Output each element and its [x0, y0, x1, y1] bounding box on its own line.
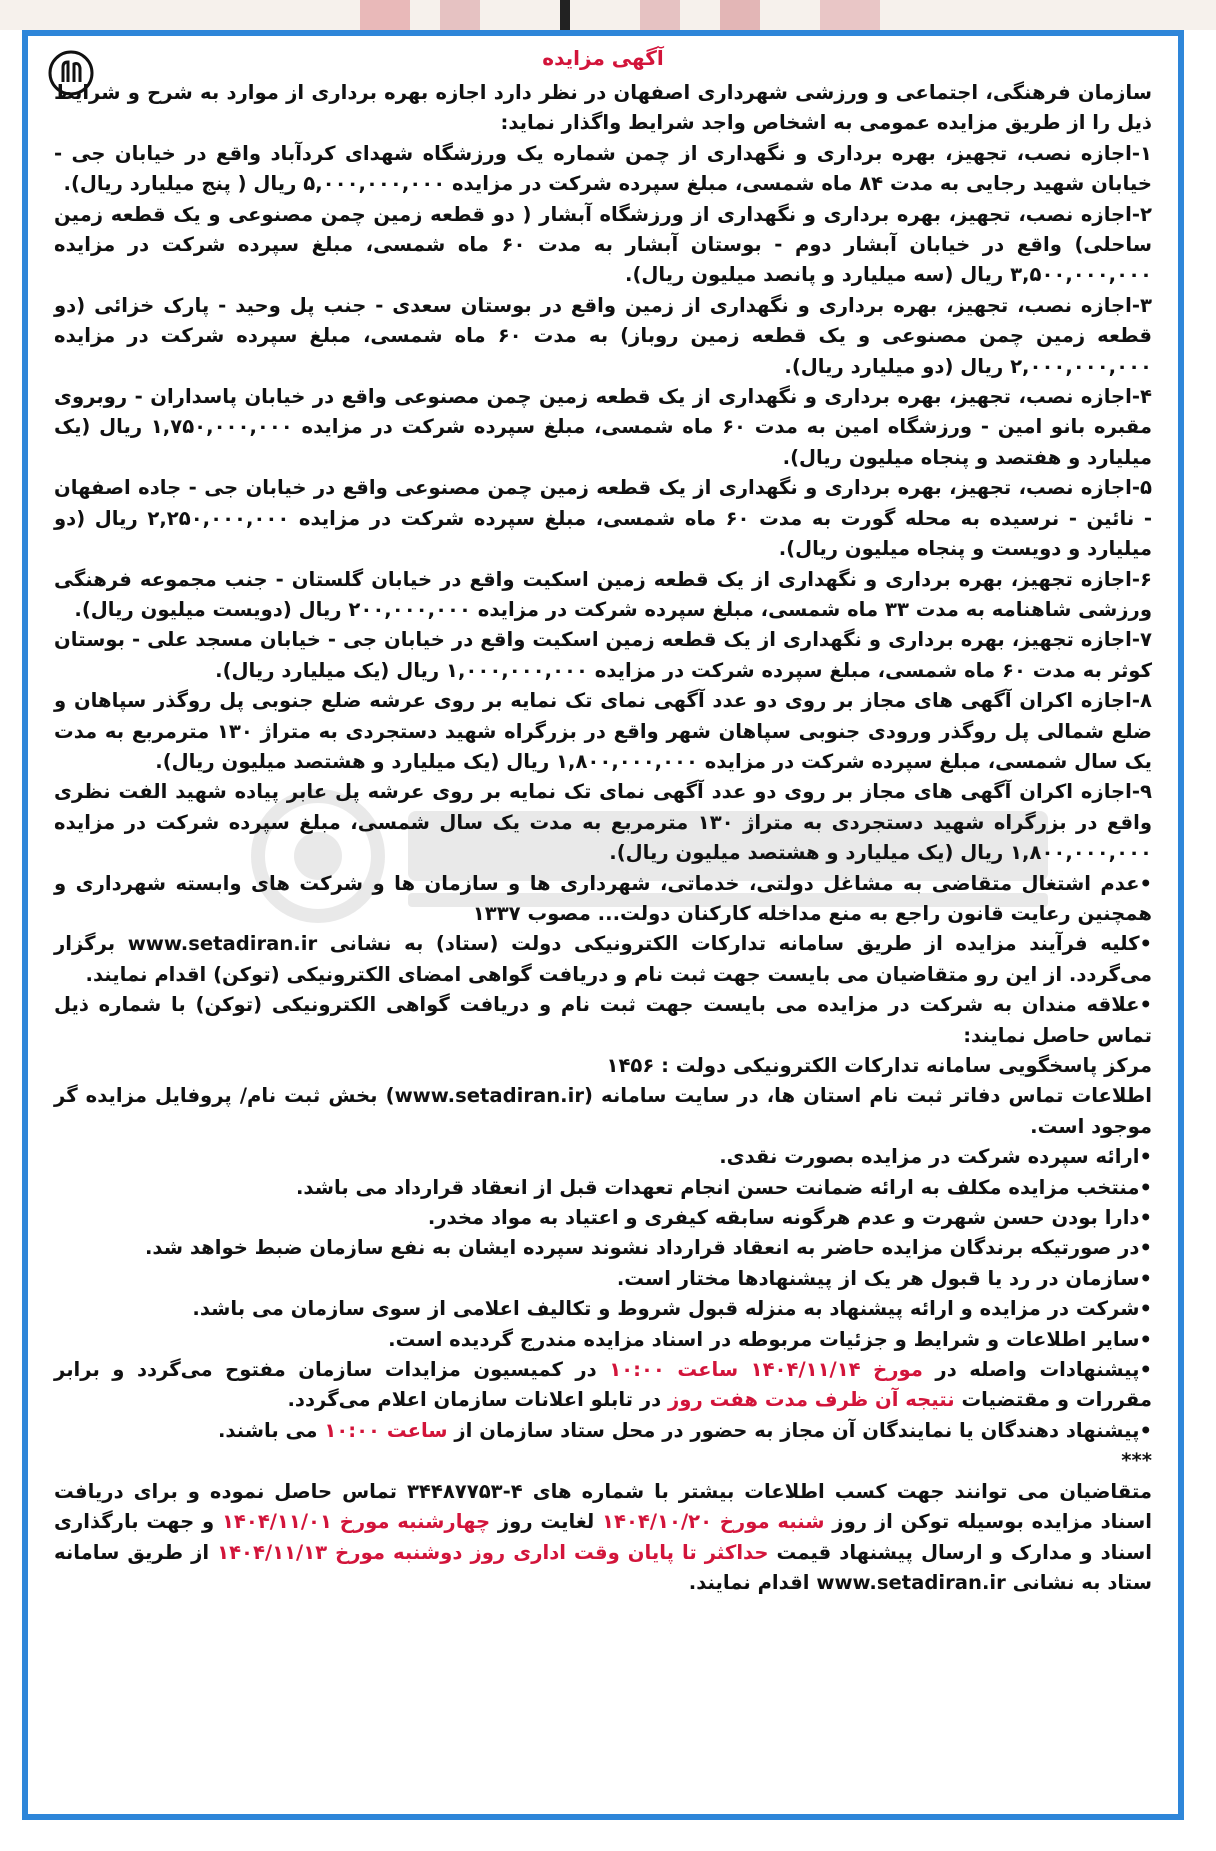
item-8: ۸-اجازه اکران آگهی های مجاز بر روی دو عدد آگهی نمای تک نمایه بر روی عرشه ضلع جنوبی پل روگذر سپاهان و ضلع شمالی پل روگذر ورودی جنوبی سپاهان شهر واقع در بزرگراه شهید دستجردی به متراژ ۱۳۰ مترمربع به مدت یک سال شمسی، مبلغ سپرده شرکت در مزایده ۱,۸۰۰,۰۰۰,۰۰۰ ریال (یک میلیارد و هشتصد میلیون ریال).	[54, 689, 1152, 773]
item-2: ۲-اجازه نصب، تجهیز، بهره برداری و نگهداری از ورزشگاه آبشار ( دو قطعه زمین چمن مصنوعی و یک قطعه زمین ساحلی) واقع در خیابان آبشار دوم - بوستان آبشار به مدت ۶۰ ماه شمسی، مبلغ سپرده شرکت در مزایده ۳,۵۰۰,۰۰۰,۰۰۰ ریال (سه میلیارد و پانصد میلیون ریال).	[54, 202, 1152, 287]
item-1: ۱-اجازه نصب، تجهیز، بهره برداری و نگهداری از چمن شماره یک ورزشگاه شهدای کردآباد واقع در خیابان جی - خیابان شهید رجایی به مدت ۸۴ ماه شمسی، مبلغ سپرده شرکت در مزایده ۵,۰۰۰,۰۰۰,۰۰۰ ریال ( پنج میلیارد ریال).	[54, 141, 1152, 196]
registration-offices-info: اطلاعات تماس دفاتر ثبت نام استان ها، در سایت سامانه (www.setadiran.ir) بخش ثبت نام/ پروفایل مزایده گر موجود است.	[54, 1084, 1152, 1138]
final-text-4: از طریق سامانه ستاد به نشانی	[54, 1540, 1152, 1594]
item-9: ۹-اجازه اکران آگهی های مجاز بر روی دو عدد آگهی نمای تک نمایه بر روی عرشه پل عابر پیاده شهید الفت نظری واقع در بزرگراه شهید دستجردی به متراژ ۱۳۰ مترمربع به مدت یک سال شمسی، مبلغ سپرده شرکت در مزایده ۱,۸۰۰,۰۰۰,۰۰۰ ریال (یک میلیارد و هشتصد میلیون ریال).	[54, 780, 1152, 865]
item-4: ۴-اجازه نصب، تجهیز، بهره برداری و نگهداری از یک قطعه زمین چمن مصنوعی واقع در خیابان پاسداران - روبروی مقبره بانو امین - ورزشگاه امین به مدت ۶۰ ماه شمسی، مبلغ سپرده شرکت در مزایده ۱,۷۵۰,۰۰۰,۰۰۰ ریال (یک میلیارد و هفتصد و پنجاه میلیون ریال).	[54, 385, 1152, 469]
opening-date: مورخ ۱۴۰۴/۱۱/۱۴ ساعت ۱۰:۰۰	[609, 1358, 923, 1382]
item-3: ۳-اجازه نصب، تجهیز، بهره برداری و نگهداری از زمین واقع در بوستان سعدی - جنب پل وحید - پارک خزائی (دو قطعه زمین چمن مصنوعی و یک قطعه زمین روباز) به مدت ۶۰ ماه شمسی، مبلغ سپرده شرکت در مزایده ۲,۰۰۰,۰۰۰,۰۰۰ ریال (دو میلیارد ریال).	[54, 293, 1152, 378]
final-instructions-paragraph	[54, 1477, 1152, 1599]
condition-setad-process: •کلیه فرآیند مزایده از طریق سامانه تدارکات الکترونیکی دولت (ستاد) به نشانی www.setadiran.ir برگزار می‌گردد. از این رو متقاضیان می بایست جهت ثبت نام و دریافت گواهی امضای الکترونیکی (توکن) اقدام نمایند.	[54, 932, 1152, 986]
item-6: ۶-اجازه تجهیز، بهره برداری و نگهداری از یک قطعه زمین اسکیت واقع در خیابان گلستان - جنب مجموعه فرهنگی ورزشی شاهنامه به مدت ۳۳ ماه شمسی، مبلغ سپرده شرکت در مزایده ۲۰۰,۰۰۰,۰۰۰ ریال (دویست میلیون ریال).	[54, 567, 1152, 621]
condition-no-government-job: •عدم اشتغال متقاضی به مشاغل دولتی، خدماتی، شهرداری ها و سازمان ها و شرکت های وابسته شهرداری و همچنین رعایت قانون راجع به منع مداخله کارکنان دولت... مصوب ۱۳۳۷	[54, 871, 1152, 925]
condition-acceptance: •شرکت در مزایده و ارائه پیشنهاد به منزله قبول شروط و تکالیف اعلامی از سوی سازمان می باشد.	[192, 1297, 1152, 1321]
condition-cash-deposit: •ارائه سپرده شرکت در مزایده بصورت نقدی.	[719, 1145, 1152, 1169]
support-center-number: مرکز پاسخگویی سامانه تدارکات الکترونیکی دولت : ۱۴۵۶	[606, 1054, 1152, 1077]
final-text-2: لغایت روز	[490, 1510, 603, 1534]
condition-token-registration: •علاقه مندان به شرکت در مزایده می بایست جهت ثبت نام و دریافت گواهی الکترونیکی (توکن) با شماره ذیل تماس حاصل نمایند:	[54, 993, 1152, 1047]
item-7: ۷-اجازه تجهیز، بهره برداری و نگهداری از یک قطعه زمین اسکیت واقع در خیابان جی - خیابان مسجد علی - بوستان کوثر به مدت ۶۰ ماه شمسی، مبلغ سپرده شرکت در مزایده ۱,۰۰۰,۰۰۰,۰۰۰ ریال (یک میلیارد ریال).	[54, 628, 1152, 682]
condition-performance-guarantee: •منتخب مزایده مکلف به ارائه ضمانت حسن انجام تعهدات قبل از انعقاد قرارداد می باشد.	[295, 1175, 1152, 1199]
setad-website-link[interactable]: www.setadiran.ir	[816, 1570, 1006, 1594]
final-text-1: متقاضیان می توانند جهت کسب اطلاعات بیشتر با شماره های ۴-۳۴۴۸۷۷۵۳ تماس حاصل نموده و برای دریافت اسناد مزایده بوسیله توکن از روز	[54, 1479, 1153, 1534]
intro-paragraph: سازمان فرهنگی، اجتماعی و ورزشی شهرداری اصفهان در نظر دارد اجازه بهره برداری از موارد به شرح و شرایط ذیل را از طریق مزایده عمومی به اشخاص واجد شرایط واگذار نماید:	[54, 81, 1152, 135]
condition-rejection-right: •سازمان در رد یا قبول هر یک از پیشنهادها مختار است.	[616, 1266, 1152, 1290]
attendance-text-2: می باشند.	[217, 1418, 325, 1442]
condition-deposit-forfeit: •در صورتیکه برندگان مزایده حاضر به انعقاد قرارداد نشوند سپرده ایشان به نفع سازمان ضبط خواهد شد.	[144, 1236, 1152, 1260]
submission-deadline: حداکثر تا پایان وقت اداری روز دوشنبه مورخ ۱۴۰۴/۱۱/۱۳	[217, 1540, 769, 1564]
condition-other-details: •سایر اطلاعات و شرایط و جزئیات مربوطه در اسناد مزایده مندرج گردیده است.	[388, 1327, 1152, 1351]
documents-end-date: چهارشنبه مورخ ۱۴۰۴/۱۱/۰۱	[221, 1510, 491, 1534]
separator-stars: ***	[1121, 1449, 1152, 1473]
notice-body	[54, 78, 1152, 1598]
attendance-text: •پیشنهاد دهندگان یا نمایندگان آن مجاز به حضور در محل ستاد سازمان از	[447, 1418, 1152, 1442]
bids-opening-text-3: در تابلو اعلانات سازمان اعلام می‌گردد.	[287, 1388, 669, 1412]
top-page-strip	[0, 0, 1216, 30]
item-5: ۵-اجازه نصب، تجهیز، بهره برداری و نگهداری از یک قطعه زمین چمن مصنوعی واقع در خیابان جی - جاده اصفهان - نائین - نرسیده به محله گورت به مدت ۶۰ ماه شمسی، مبلغ سپرده شرکت در مزایده ۲,۲۵۰,۰۰۰,۰۰۰ ریال (دو میلیارد و دویست و پنجاه میلیون ریال).	[54, 476, 1152, 561]
auction-notice-frame	[22, 30, 1184, 1820]
documents-start-date: شنبه مورخ ۱۴۰۴/۱۰/۲۰	[602, 1510, 825, 1534]
final-text-5: اقدام نمایند.	[688, 1570, 817, 1594]
bidders-attendance-paragraph	[54, 1416, 1152, 1446]
condition-good-reputation: •دارا بودن حسن شهرت و عدم هرگونه سابقه کیفری و اعتیاد به مواد مخدر.	[427, 1206, 1152, 1230]
result-announcement-period: نتیجه آن ظرف مدت هفت روز	[668, 1388, 955, 1412]
notice-title: آگهی مزایده	[542, 46, 664, 70]
bids-opening-text: •پیشنهادات واصله در	[922, 1358, 1153, 1382]
attendance-time: ساعت ۱۰:۰۰	[324, 1418, 448, 1442]
bids-opening-text-2: در کمیسیون مزایدات سازمان مفتوح می‌گردد و برابر مقررات و مقتضیات	[54, 1358, 1152, 1412]
bids-opening-paragraph	[54, 1355, 1152, 1416]
final-text-3: و جهت بارگذاری اسناد و مدارک و ارسال پیشنهاد قیمت	[54, 1510, 1152, 1564]
